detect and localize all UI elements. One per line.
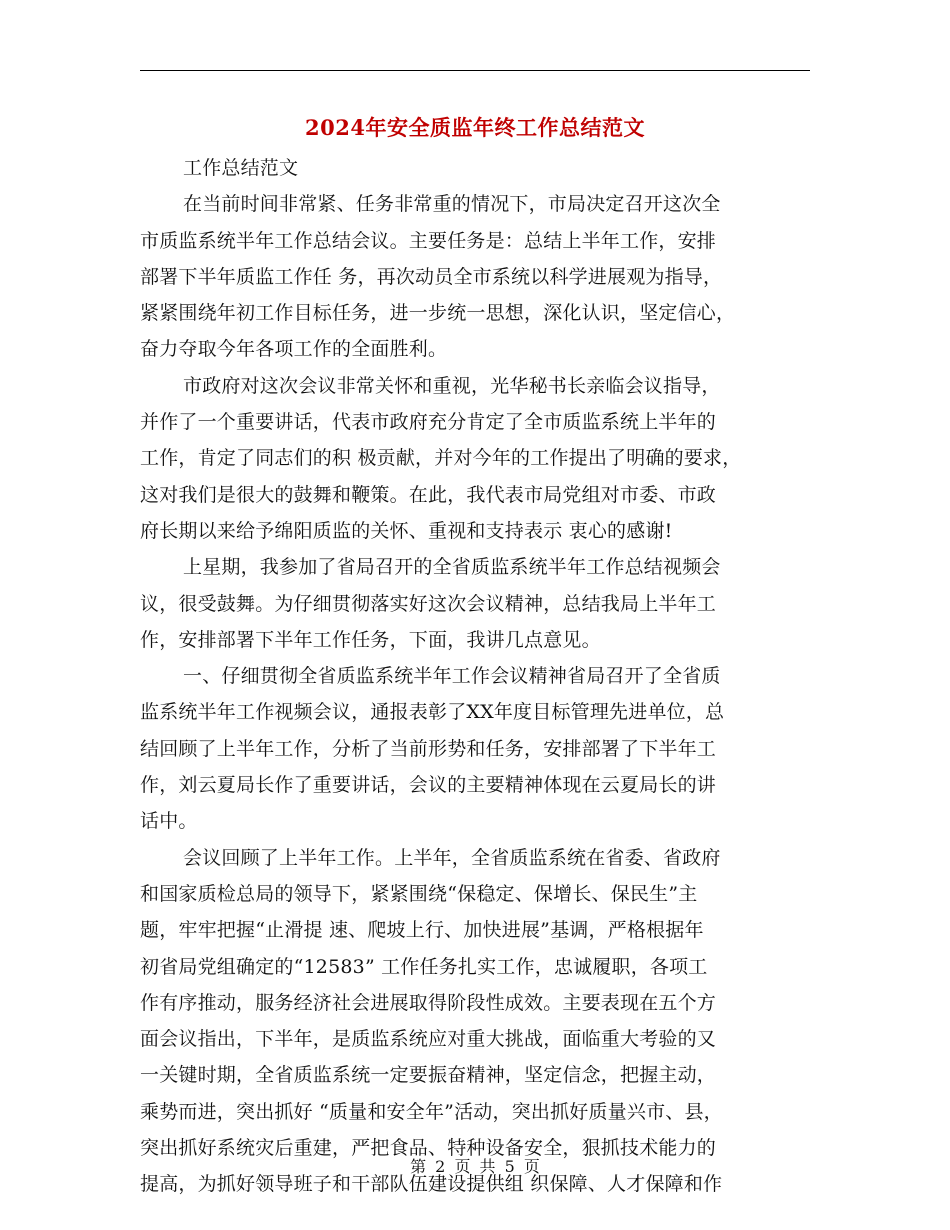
body-line: 乘势而进，突出抓好 “质量和安全年”活动，突出抓好质量兴市、县， — [140, 1100, 723, 1123]
body-line: 上星期，我参加了省局召开的全省质监系统半年工作总结视频会 — [183, 556, 721, 579]
body-line: 作有序推动，服务经济社会进展取得阶段性成效。主要表现在五个方 — [140, 991, 717, 1014]
body-line: 话中。 — [140, 810, 198, 833]
body-line: 题，牢牢把握“止滑提 速、爬坡上行、加快进展”基调，严格根据年 — [140, 919, 704, 942]
header-rule — [140, 70, 810, 71]
body-line: 在当前时间非常紧、任务非常重的情况下，市局决定召开这次全 — [183, 193, 721, 216]
body-line: 监系统半年工作视频会议，通报表彰了XX年度目标管理先进单位，总 — [140, 701, 725, 724]
body-line: 突出抓好系统灾后重建，严把食品、特种设备安全，狠抓技术能力的 — [140, 1137, 717, 1160]
document-title: 2024年安全质监年终工作总结范文 — [305, 115, 645, 140]
body-line: 紧紧围绕年初工作目标任务，进一步统一思想，深化认识，坚定信心， — [140, 302, 736, 325]
body-line: 工作，肯定了同志们的积 极贡献，并对今年的工作提出了明确的要求， — [140, 447, 742, 470]
body-line: 面会议指出，下半年，是质监系统应对重大挑战，面临重大考验的又 — [140, 1028, 717, 1051]
body-line: 初省局党组确定的“12583” 工作任务扎实工作，忠诚履职，各项工 — [140, 955, 708, 978]
body-line: 议，很受鼓舞。为仔细贯彻落实好这次会议精神，总结我局上半年工 — [140, 592, 717, 615]
body-line: 市政府对这次会议非常关怀和重视，光华秘书长亲临会议指导， — [183, 374, 721, 397]
body-line: 作，刘云夏局长作了重要讲话，会议的主要精神体现在云夏局长的讲 — [140, 774, 717, 797]
body-line: 一、仔细贯彻全省质监系统半年工作会议精神省局召开了全省质 — [183, 665, 721, 688]
body-line: 府长期以来给予绵阳质监的关怀、重视和支持表示 衷心的感谢! — [140, 519, 673, 542]
body-line: 一关键时期，全省质监系统一定要振奋精神，坚定信念，把握主动， — [140, 1064, 717, 1087]
body-line: 提高，为抓好领导班子和干部队伍建设提供组 织保障、人才保障和作 — [140, 1173, 723, 1196]
document-body — [140, 150, 812, 1203]
body-line: 市质监系统半年工作总结会议。主要任务是：总结上半年工作，安排 — [140, 229, 717, 252]
page-footer: 第 2 页 共 5 页 — [410, 1157, 540, 1176]
body-line: 和国家质检总局的领导下，紧紧围绕“保稳定、保增长、保民生”主 — [140, 882, 698, 905]
body-line: 结回顾了上半年工作，分析了当前形势和任务，安排部署了下半年工 — [140, 737, 717, 760]
body-line: 并作了一个重要讲话，代表市政府充分肯定了全市质监系统上半年的 — [140, 411, 717, 434]
body-line: 作，安排部署下半年工作任务，下面，我讲几点意见。 — [140, 628, 601, 651]
body-line: 工作总结范文 — [183, 157, 299, 179]
body-line: 这对我们是很大的鼓舞和鞭策。在此，我代表市局党组对市委、市政 — [140, 483, 717, 506]
body-line: 部署下半年质监工作任 务，再次动员全市系统以科学进展观为指导， — [140, 265, 723, 288]
body-line: 会议回顾了上半年工作。上半年，全省质监系统在省委、省政府 — [183, 846, 721, 869]
body-line: 奋力夺取今年各项工作的全面胜利。 — [140, 338, 448, 361]
